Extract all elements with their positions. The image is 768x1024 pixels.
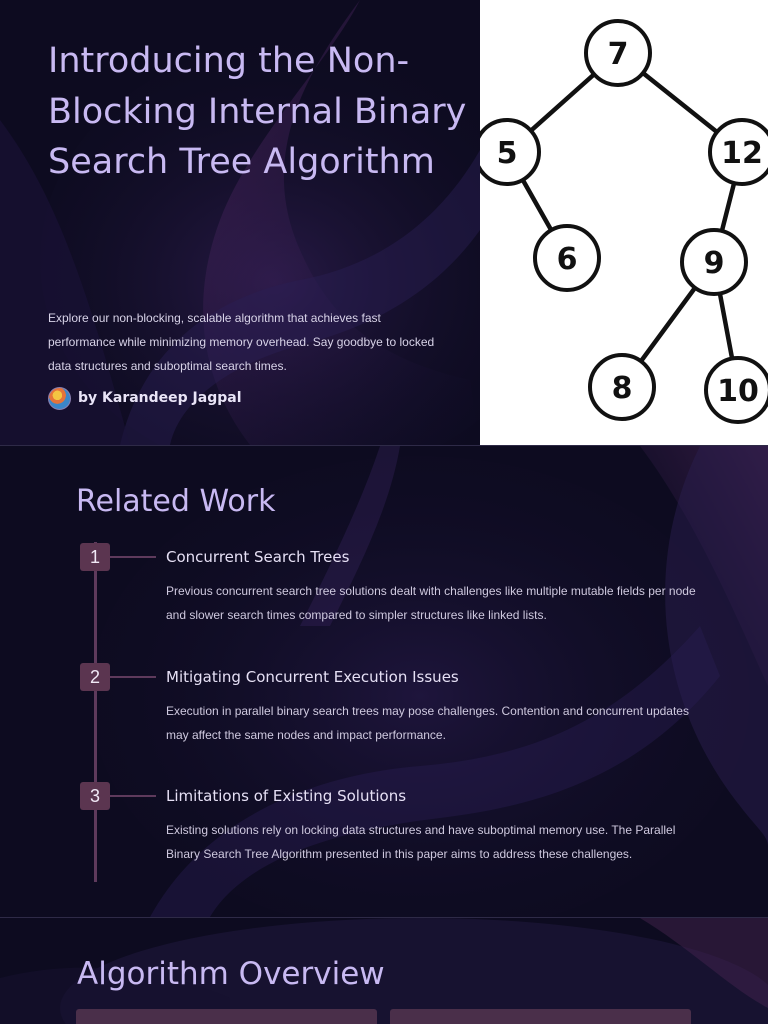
hero-description: Explore our non-blocking, scalable algorithm that achieves fast performance while minimizing memory overhead. Say goodbye to locked data structures and suboptimal search times.: [48, 311, 435, 373]
timeline-item-description: Existing solutions rely on locking data structures and have suboptimal memory use. The Parallel Binary Search Tree Algorithm presented in this paper aims to address these challenges.: [166, 823, 676, 861]
tree-node-8-label: 8: [611, 371, 633, 406]
timeline-number-badge: 3: [80, 782, 110, 810]
author-line: [48, 386, 242, 410]
timeline-number-badge: 1: [80, 543, 110, 571]
related-work-slide: [0, 446, 768, 917]
tree-node-10-label: 10: [717, 374, 759, 409]
tree-node-7-label: 7: [607, 37, 629, 72]
overview-card: [390, 1009, 691, 1024]
tree-node-9-label: 9: [703, 246, 725, 281]
timeline-item-description: Execution in parallel binary search trees may pose challenges. Contention and concurrent updates may affect the same nodes and impact performance.: [166, 704, 689, 742]
tree-node-6-label: 6: [556, 242, 578, 277]
timeline-item-title: Mitigating Concurrent Execution Issues: [166, 668, 459, 686]
author-avatar: [48, 387, 71, 410]
tree-edges: [507, 53, 742, 390]
overview-card: [76, 1009, 377, 1024]
algorithm-overview-title: Algorithm Overview: [77, 956, 385, 992]
timeline-connector: [110, 676, 156, 678]
tree-node-12-label: 12: [721, 136, 763, 171]
binary-tree-illustration: [480, 0, 768, 445]
tree-node-5-label: 5: [496, 136, 518, 171]
timeline-item-title: Concurrent Search Trees: [166, 548, 350, 566]
timeline-item: [0, 782, 768, 892]
related-work-title: Related Work: [76, 484, 276, 519]
title-slide: [0, 0, 768, 445]
algorithm-overview-slide: [0, 918, 768, 1024]
binary-tree-svg: [480, 0, 768, 445]
hero-title: Introducing the Non-Blocking Internal Binary Search Tree Algorithm: [48, 41, 467, 182]
timeline-connector: [110, 556, 156, 558]
timeline-number-badge: 2: [80, 663, 110, 691]
author-name: by Karandeep Jagpal: [78, 390, 242, 406]
timeline-item-description: Previous concurrent search tree solutions dealt with challenges like multiple mutable fields per node and slower search times compared to simpler structures like linked lists.: [166, 584, 696, 622]
timeline-item: [0, 663, 768, 773]
timeline-item: [0, 543, 768, 653]
timeline-connector: [110, 795, 156, 797]
timeline-item-title: Limitations of Existing Solutions: [166, 787, 407, 805]
